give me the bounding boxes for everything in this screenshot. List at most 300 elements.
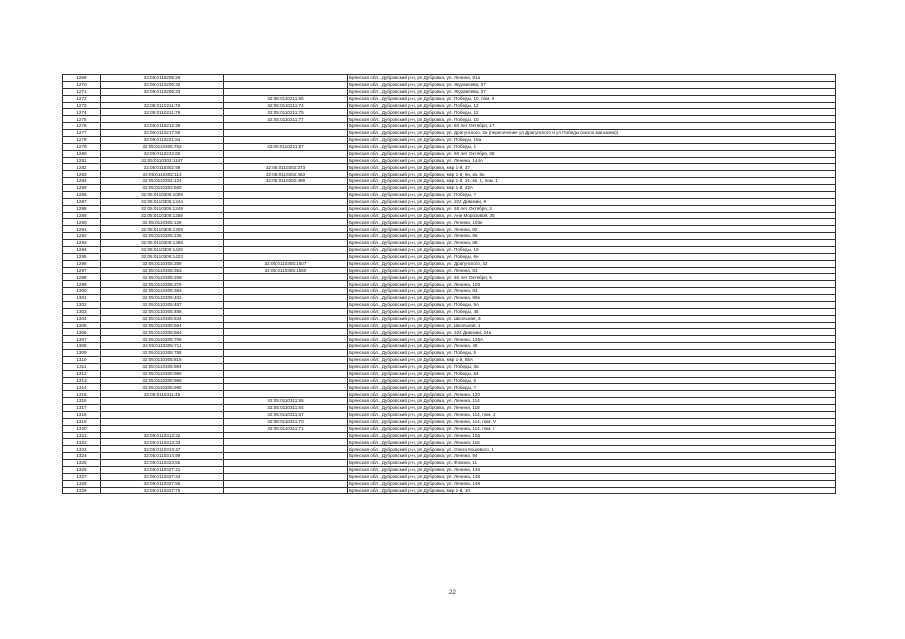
building-cadastral-number-cell — [224, 136, 348, 143]
address-cell: Брянская обл., Дубровский р-н, рп Дубровка, ул. Ленина, 94 — [348, 453, 836, 460]
building-cadastral-number-cell — [224, 281, 348, 288]
table-row — [63, 308, 836, 315]
building-cadastral-number-cell — [224, 432, 348, 439]
cadastral-number-cell: 32:05:0110305:564 — [101, 322, 224, 329]
building-cadastral-number-cell — [224, 123, 348, 130]
cadastral-number-cell: 32:05:0110305:984 — [101, 363, 224, 370]
building-cadastral-number-cell: 32:05:0110311:64 — [224, 405, 348, 412]
address-cell: Брянская обл., Дубровский р-н, рп Дубровка, ул. Журавлева, 37 — [348, 88, 836, 95]
row-number-cell: 1304 — [63, 315, 101, 322]
address-cell: Брянская обл., Дубровский р-н, рп Дубровка, ул. Ленина, 88 — [348, 240, 836, 247]
building-cadastral-number-cell — [224, 295, 348, 302]
table-row — [63, 411, 836, 418]
row-number-cell: 1299 — [63, 281, 101, 288]
cadastral-number-cell: 32:05:0110305:1366 — [101, 240, 224, 247]
registry-table — [62, 74, 836, 494]
cadastral-number-cell: 32:05:0110211:78 — [101, 102, 224, 109]
row-number-cell: 1321 — [63, 432, 101, 439]
address-cell: Брянская обл., Дубровский р-н, рп Дубровка, ул. 60 лет Октября, 17 — [348, 123, 836, 130]
row-number-cell: 1285 — [63, 185, 101, 192]
row-number-cell: 1327 — [63, 473, 101, 480]
table-row — [63, 295, 836, 302]
building-cadastral-number-cell — [224, 150, 348, 157]
building-cadastral-number-cell: 32:05:0110305:1507 — [224, 260, 348, 267]
cadastral-number-cell: 32:05:0110305:269 — [101, 260, 224, 267]
cadastral-number-cell: 32:05:0110211:78 — [101, 109, 224, 116]
cadastral-number-cell: 32:05:0110305:1244 — [101, 198, 224, 205]
building-cadastral-number-cell — [224, 350, 348, 357]
table-row — [63, 150, 836, 157]
row-number-cell: 1329 — [63, 487, 101, 494]
table-row — [63, 240, 836, 247]
row-number-cell: 1324 — [63, 453, 101, 460]
row-number-cell: 1314 — [63, 384, 101, 391]
table-row — [63, 219, 836, 226]
address-cell: Брянская обл., Дубровский р-н, рп Дубровка, ул. Ленина, 120 — [348, 391, 836, 398]
building-cadastral-number-cell — [224, 253, 348, 260]
cadastral-number-cell: 32:05:0110205:26 — [101, 75, 224, 82]
building-cadastral-number-cell — [224, 185, 348, 192]
cadastral-number-cell: 32:05:0110305:402 — [101, 295, 224, 302]
row-number-cell: 1325 — [63, 460, 101, 467]
table-row — [63, 260, 836, 267]
table-row — [63, 274, 836, 281]
table-row — [63, 480, 836, 487]
cadastral-number-cell: 32:05:0110302:114 — [101, 171, 224, 178]
row-number-cell: 1290 — [63, 219, 101, 226]
cadastral-number-cell — [101, 425, 224, 432]
row-number-cell: 1279 — [63, 143, 101, 150]
table-row — [63, 226, 836, 233]
address-cell: Брянская обл., Дубровский р-н, рп Дубровка, ул. Ленина, 95в — [348, 295, 836, 302]
row-number-cell: 1317 — [63, 405, 101, 412]
cadastral-number-cell: 32:05:0110305:135 — [101, 233, 224, 240]
building-cadastral-number-cell — [224, 226, 348, 233]
row-number-cell: 1281 — [63, 157, 101, 164]
row-number-cell: 1280 — [63, 150, 101, 157]
table-row — [63, 315, 836, 322]
table-row — [63, 439, 836, 446]
row-number-cell: 1292 — [63, 233, 101, 240]
building-cadastral-number-cell: 32:05:0110302:373 — [224, 164, 348, 171]
address-cell: Брянская обл., Дубровский р-н, рп Дубровка, ул. Ленина, 114, пом. I — [348, 425, 836, 432]
building-cadastral-number-cell — [224, 322, 348, 329]
table-row — [63, 473, 836, 480]
building-cadastral-number-cell — [224, 219, 348, 226]
cadastral-number-cell: 32:05:0110313:33 — [101, 439, 224, 446]
cadastral-number-cell: 32:05:0110327:56 — [101, 480, 224, 487]
row-number-cell: 1276 — [63, 123, 101, 130]
address-cell: Брянская обл., Дубровский р-н, рп Дубровка, мкр 1-й, 10 — [348, 487, 836, 494]
table-row — [63, 136, 836, 143]
address-cell: Брянская обл., Дубровский р-н, рп Дубровка, ул. Победы, 1 — [348, 143, 836, 150]
row-number-cell: 1319 — [63, 418, 101, 425]
cadastral-number-cell: 32:05:0110305:457 — [101, 301, 224, 308]
table-row — [63, 322, 836, 329]
table-row — [63, 81, 836, 88]
building-cadastral-number-cell — [224, 212, 348, 219]
address-cell: Брянская обл., Дубровский р-н, рп Дубровка, мкр 1-й, 55А — [348, 356, 836, 363]
row-number-cell: 1322 — [63, 439, 101, 446]
address-cell: Брянская обл., Дубровский р-н, рп Дубровка, ул. Ленина, 86 — [348, 233, 836, 240]
table-row — [63, 466, 836, 473]
address-cell: Брянская обл., Дубровский р-н, рп Дубровка, ул. Ленина, 118 — [348, 405, 836, 412]
row-number-cell: 1307 — [63, 336, 101, 343]
row-number-cell: 1311 — [63, 363, 101, 370]
cadastral-number-cell: 32:05:0110217:59 — [101, 130, 224, 137]
address-cell: Брянская обл., Дубровский р-н, рп Дубровка, ул. Победы, 9А — [348, 301, 836, 308]
address-cell: Брянская обл., Дубровский р-н, рп Дубровка, ул. Драгунского, 2а (пересечение ул.Драгунского и ул.Победы (около магазина)) — [348, 130, 836, 137]
address-cell: Брянская обл., Дубровский р-н, рп Дубровка, мкр 1-й, 37 — [348, 164, 836, 171]
cadastral-number-cell: 32:05:0110305:584 — [101, 329, 224, 336]
cadastral-number-cell: 32:05:0110305:1308 — [101, 226, 224, 233]
building-cadastral-number-cell — [224, 487, 348, 494]
cadastral-number-cell: 32:05:0110305:383 — [101, 288, 224, 295]
table-row — [63, 460, 836, 467]
address-cell: Брянская обл., Дубровский р-н, рп Дубровка, ул. Школьная, 3 — [348, 315, 836, 322]
cadastral-number-cell: 32:05:0110206:32 — [101, 81, 224, 88]
table-row — [63, 75, 836, 82]
row-number-cell: 1310 — [63, 356, 101, 363]
row-number-cell: 1277 — [63, 130, 101, 137]
cadastral-number-cell: 32:05:0110305:259 — [101, 274, 224, 281]
building-cadastral-number-cell — [224, 75, 348, 82]
row-number-cell: 1270 — [63, 81, 101, 88]
row-number-cell: 1298 — [63, 274, 101, 281]
address-cell: Брянская обл., Дубровский р-н, рп Дубровка, ул. Ленина, 126А — [348, 336, 836, 343]
cadastral-number-cell — [101, 116, 224, 123]
address-cell: Брянская обл., Дубровский р-н, рп Дубровка, ул. Ленина, 146 — [348, 466, 836, 473]
building-cadastral-number-cell: 32:05:0110311:71 — [224, 425, 348, 432]
address-cell: Брянская обл., Дубровский р-н, рп Дубровка, ул. Ленина, 83 — [348, 288, 836, 295]
row-number-cell: 1287 — [63, 198, 101, 205]
building-cadastral-number-cell — [224, 240, 348, 247]
address-cell: Брянская обл., Дубровский р-н, рп Дубровка, ул. Победы, 12 — [348, 109, 836, 116]
address-cell: Брянская обл., Дубровский р-н, рп Дубровка, ул. 324 Дивизии, 9 — [348, 198, 836, 205]
building-cadastral-number-cell: 32:05:0110311:55 — [224, 398, 348, 405]
cadastral-number-cell: 32:05:0110305:1420 — [101, 246, 224, 253]
table-row — [63, 123, 836, 130]
address-cell: Брянская обл., Дубровский р-н, рп Дубровка, ул. Победы, 3а — [348, 363, 836, 370]
row-number-cell: 1294 — [63, 246, 101, 253]
page-number: 22 — [449, 590, 456, 596]
address-cell: Брянская обл., Дубровский р-н, рп Дубровка, ул. Школьная, 1 — [348, 322, 836, 329]
address-cell: Брянская обл., Дубровский р-н, рп Дубровка, ул. Победы, 19а — [348, 136, 836, 143]
cadastral-number-cell — [101, 411, 224, 418]
building-cadastral-number-cell — [224, 308, 348, 315]
building-cadastral-number-cell: 32:05:0110305:1550 — [224, 267, 348, 274]
address-cell: Брянская обл., Дубровский р-н, рп Дубровка, ул. Ленина, 115 — [348, 439, 836, 446]
table-row — [63, 267, 836, 274]
cadastral-number-cell: 32:05:0110313:47 — [101, 446, 224, 453]
cadastral-number-cell: 32:05:0110212:38 — [101, 123, 224, 130]
building-cadastral-number-cell — [224, 363, 348, 370]
table-row — [63, 405, 836, 412]
table-row — [63, 377, 836, 384]
table-row — [63, 212, 836, 219]
cadastral-number-cell: 32:05:0110305:986 — [101, 370, 224, 377]
building-cadastral-number-cell: 32:05:0110311:67 — [224, 411, 348, 418]
building-cadastral-number-cell — [224, 343, 348, 350]
table-row — [63, 178, 836, 185]
building-cadastral-number-cell — [224, 460, 348, 467]
table-row — [63, 350, 836, 357]
cadastral-number-cell — [101, 95, 224, 102]
cadastral-number-cell: 32:05:0110327:41 — [101, 466, 224, 473]
address-cell: Брянская обл., Дубровский р-н, рп Дубровка, ул. Ленина, 49 — [348, 343, 836, 350]
row-number-cell: 1309 — [63, 350, 101, 357]
cadastral-number-cell: 32:05:0110305:990 — [101, 384, 224, 391]
address-cell: Брянская обл., Дубровский р-н, рп Дубровка, ул. Победы, 6н — [348, 253, 836, 260]
building-cadastral-number-cell — [224, 453, 348, 460]
address-cell: Брянская обл., Дубровский р-н, рп Дубровка, ул. Победы, 7 — [348, 191, 836, 198]
building-cadastral-number-cell — [224, 130, 348, 137]
cadastral-number-cell: 32:05:0110305:815 — [101, 356, 224, 363]
address-cell: Брянская обл., Дубровский р-н, рп Дубровка, ул. Победы, 10, пом. II — [348, 95, 836, 102]
cadastral-number-cell: 32:05:0110305:488 — [101, 308, 224, 315]
row-number-cell: 1296 — [63, 260, 101, 267]
cadastral-number-cell — [101, 405, 224, 412]
row-number-cell: 1269 — [63, 75, 101, 82]
address-cell: Брянская обл., Дубровский р-н, рп Дубровка, мкр 1-й, 31, кв. 1, пом. 1 — [348, 178, 836, 185]
row-number-cell: 1295 — [63, 253, 101, 260]
table-row — [63, 446, 836, 453]
building-cadastral-number-cell — [224, 439, 348, 446]
table-row — [63, 157, 836, 164]
cadastral-number-cell: 32:05:0110313:32 — [101, 432, 224, 439]
row-number-cell: 1312 — [63, 370, 101, 377]
table-row — [63, 205, 836, 212]
building-cadastral-number-cell: 32:05:0110302:489 — [224, 178, 348, 185]
cadastral-number-cell: 32:05:0110305:706 — [101, 336, 224, 343]
address-cell: Брянская обл., Дубровский р-н, рп Дубровка, ул. Победы, 6 — [348, 377, 836, 384]
row-number-cell: 1320 — [63, 425, 101, 432]
table-row — [63, 453, 836, 460]
address-cell: Брянская обл., Дубровский р-н, рп Дубровка, ул. Ленина, 144А — [348, 157, 836, 164]
row-number-cell: 1297 — [63, 267, 101, 274]
row-number-cell: 1293 — [63, 240, 101, 247]
row-number-cell: 1289 — [63, 212, 101, 219]
building-cadastral-number-cell — [224, 246, 348, 253]
building-cadastral-number-cell — [224, 466, 348, 473]
row-number-cell: 1275 — [63, 116, 101, 123]
address-cell: Брянская обл., Дубровский р-н, рп Дубровка, ул. Фокина, 11 — [348, 460, 836, 467]
table-row — [63, 116, 836, 123]
table-row — [63, 130, 836, 137]
building-cadastral-number-cell — [224, 205, 348, 212]
table-row — [63, 164, 836, 171]
address-cell: Брянская обл., Дубровский р-н, рп Дубровка, ул. Журавлева, 37 — [348, 81, 836, 88]
building-cadastral-number-cell — [224, 446, 348, 453]
cadastral-number-cell: 32:05:0110305:758 — [101, 350, 224, 357]
address-cell: Брянская обл., Дубровский р-н, рп Дубровка, ул. Ленина, 114, пом. 2 — [348, 411, 836, 418]
building-cadastral-number-cell — [224, 356, 348, 363]
row-number-cell: 1315 — [63, 391, 101, 398]
cadastral-number-cell: 32:05:0110327:44 — [101, 473, 224, 480]
table-row — [63, 391, 836, 398]
table-row — [63, 301, 836, 308]
address-cell: Брянская обл., Дубровский р-н, рп Дубровка, ул. Победы, 54 — [348, 370, 836, 377]
building-cadastral-number-cell: 32:05:0110211:65 — [224, 95, 348, 102]
row-number-cell: 1300 — [63, 288, 101, 295]
cadastral-number-cell: 32:05:0110305:128 — [101, 219, 224, 226]
row-number-cell: 1291 — [63, 226, 101, 233]
table-row — [63, 336, 836, 343]
address-cell: Брянская обл., Дубровский р-н, рп Дубровка, ул. 60 лет Октября, 2 — [348, 205, 836, 212]
address-cell: Брянская обл., Дубровский р-н, рп Дубровка, ул. Победы, 16 — [348, 246, 836, 253]
cadastral-number-cell: 32:05:0110302:98 — [101, 164, 224, 171]
table-row — [63, 432, 836, 439]
table-row — [63, 143, 836, 150]
table-row — [63, 109, 836, 116]
cadastral-number-cell: 32:05:0110305:1249 — [101, 205, 224, 212]
table-row — [63, 370, 836, 377]
building-cadastral-number-cell — [224, 473, 348, 480]
row-number-cell: 1318 — [63, 411, 101, 418]
address-cell: Брянская обл., Дубровский р-н, рп Дубровка, ул. Победы, 12 — [348, 102, 836, 109]
address-cell: Брянская обл., Дубровский р-н, рп Дубровка, ул. Победы, 7 — [348, 384, 836, 391]
building-cadastral-number-cell — [224, 377, 348, 384]
building-cadastral-number-cell — [224, 198, 348, 205]
address-cell: Брянская обл., Дубровский р-н, рп Дубровка, ул. 324 Дивизии, 24а — [348, 329, 836, 336]
table-row — [63, 253, 836, 260]
table-row — [63, 246, 836, 253]
cadastral-number-cell — [101, 418, 224, 425]
cadastral-number-cell: 32:05:0110305:1423 — [101, 253, 224, 260]
building-cadastral-number-cell: 32:05:0110211:75 — [224, 109, 348, 116]
address-cell: Брянская обл., Дубровский р-н, рп Дубровка, мкр 1-й, 6н, кв. 6н — [348, 171, 836, 178]
table-row — [63, 363, 836, 370]
cadastral-number-cell: 32:05:0110305:353 — [101, 267, 224, 274]
address-cell: Брянская обл., Дубровский р-н, рп Дубровка, мкр 1-й, 42А — [348, 185, 836, 192]
table-row — [63, 233, 836, 240]
table-row — [63, 425, 836, 432]
table-row — [63, 198, 836, 205]
row-number-cell: 1323 — [63, 446, 101, 453]
building-cadastral-number-cell — [224, 315, 348, 322]
row-number-cell: 1282 — [63, 164, 101, 171]
cadastral-number-cell: 32:05:0110305:1256 — [101, 212, 224, 219]
table-row — [63, 384, 836, 391]
table-row — [63, 191, 836, 198]
table-row — [63, 356, 836, 363]
cadastral-number-cell: 32:05:0110305:752 — [101, 143, 224, 150]
building-cadastral-number-cell: 32:05:0110302:463 — [224, 171, 348, 178]
row-number-cell: 1328 — [63, 480, 101, 487]
row-number-cell: 1273 — [63, 102, 101, 109]
cadastral-number-cell: 32:05:0110305:375 — [101, 281, 224, 288]
row-number-cell: 1303 — [63, 308, 101, 315]
row-number-cell: 1326 — [63, 466, 101, 473]
address-cell: Брянская обл., Дубровский р-н, рп Дубровка, ул. Ленина, 105 — [348, 432, 836, 439]
building-cadastral-number-cell — [224, 233, 348, 240]
cadastral-number-cell: 32:05:0110222:60 — [101, 150, 224, 157]
row-number-cell: 1283 — [63, 171, 101, 178]
table-row — [63, 343, 836, 350]
cadastral-number-cell: 32:05:0110305:711 — [101, 343, 224, 350]
row-number-cell: 1272 — [63, 95, 101, 102]
address-cell: Брянская обл., Дубровский р-н, рп Дубровка, ул. Ленина, 103 — [348, 281, 836, 288]
address-cell: Брянская обл., Дубровский р-н, рп Дубровка, ул. Ленина, 114 — [348, 398, 836, 405]
building-cadastral-number-cell — [224, 274, 348, 281]
building-cadastral-number-cell — [224, 329, 348, 336]
address-cell: Брянская обл., Дубровский р-н, рп Дубровка, ул. 60 лет Октября, 38 — [348, 150, 836, 157]
address-cell: Брянская обл., Дубровский р-н, рп Дубровка, ул. 60 лет Октября, 5 — [348, 274, 836, 281]
address-cell: Брянская обл., Дубровский р-н, рп Дубровка, ул. Победы, 48 — [348, 308, 836, 315]
row-number-cell: 1301 — [63, 295, 101, 302]
building-cadastral-number-cell — [224, 336, 348, 343]
row-number-cell: 1271 — [63, 88, 101, 95]
building-cadastral-number-cell — [224, 81, 348, 88]
table-row — [63, 288, 836, 295]
cadastral-number-cell: 32:05:0110302:124 — [101, 178, 224, 185]
address-cell: Брянская обл., Дубровский р-н, рп Дубровка, ул. Ленина, 148 — [348, 480, 836, 487]
table-row — [63, 398, 836, 405]
row-number-cell: 1284 — [63, 178, 101, 185]
table-row — [63, 329, 836, 336]
row-number-cell: 1308 — [63, 343, 101, 350]
row-number-cell: 1274 — [63, 109, 101, 116]
cadastral-number-cell: 32:05:0110314:99 — [101, 453, 224, 460]
building-cadastral-number-cell — [224, 288, 348, 295]
cadastral-number-cell: 32:05:0110221:84 — [101, 136, 224, 143]
address-cell: Брянская обл., Дубровский р-н, рп Дубровка, ул. Ленина, 148 — [348, 473, 836, 480]
address-cell: Брянская обл., Дубровский р-н, рп Дубровка, ул. Ленина, 82 — [348, 226, 836, 233]
row-number-cell: 1302 — [63, 301, 101, 308]
building-cadastral-number-cell: 32:05:0110211:77 — [224, 116, 348, 123]
cadastral-number-cell: 32:05:0110305:1059 — [101, 191, 224, 198]
cadastral-number-cell: 32:05:0110327:76 — [101, 487, 224, 494]
cadastral-number-cell: 32:05:0110206:33 — [101, 88, 224, 95]
address-cell: Брянская обл., Дубровский р-н, рп Дубровка, ул. Ленина, 114, пом. V — [348, 418, 836, 425]
registry-table-body — [63, 75, 836, 494]
address-cell: Брянская обл., Дубровский р-н, рп Дубровка, ул. Победы, 10 — [348, 116, 836, 123]
row-number-cell: 1286 — [63, 191, 101, 198]
table-row — [63, 95, 836, 102]
building-cadastral-number-cell: 32:05:0110311:70 — [224, 418, 348, 425]
address-cell: Брянская обл., Дубровский р-н, рп Дубровка, ул. Ленина, 91а — [348, 75, 836, 82]
row-number-cell: 1305 — [63, 322, 101, 329]
building-cadastral-number-cell: 32:05:0110211:74 — [224, 102, 348, 109]
row-number-cell: 1278 — [63, 136, 101, 143]
building-cadastral-number-cell — [224, 157, 348, 164]
table-row — [63, 185, 836, 192]
table-row — [63, 88, 836, 95]
address-cell: Брянская обл., Дубровский р-н, рп Дубровка, ул. Победы, 5 — [348, 350, 836, 357]
table-row — [63, 281, 836, 288]
address-cell: Брянская обл., Дубровский р-н, рп Дубровка, ул. Драгунского, 32 — [348, 260, 836, 267]
row-number-cell: 1316 — [63, 398, 101, 405]
building-cadastral-number-cell — [224, 301, 348, 308]
building-cadastral-number-cell: 32:05:0110221:87 — [224, 143, 348, 150]
table-row — [63, 418, 836, 425]
table-row — [63, 102, 836, 109]
table-row — [63, 171, 836, 178]
address-cell: Брянская обл., Дубровский р-н, рп Дубровка, ул. Ленина, 83 — [348, 267, 836, 274]
cadastral-number-cell: 32:05:0110305:534 — [101, 315, 224, 322]
building-cadastral-number-cell — [224, 370, 348, 377]
cadastral-number-cell: 32:05:0110302:660 — [101, 185, 224, 192]
row-number-cell: 1313 — [63, 377, 101, 384]
cadastral-number-cell — [101, 398, 224, 405]
row-number-cell: 1288 — [63, 205, 101, 212]
cadastral-number-cell: 32:05:0110302:1147 — [101, 157, 224, 164]
building-cadastral-number-cell — [224, 88, 348, 95]
cadastral-number-cell: 32:05:0110311:49 — [101, 391, 224, 398]
cadastral-number-cell: 32:05:0110305:988 — [101, 377, 224, 384]
address-cell: Брянская обл., Дубровский р-н, рп Дубровка, ул. Ани Морозовой, 35 — [348, 212, 836, 219]
row-number-cell: 1306 — [63, 329, 101, 336]
